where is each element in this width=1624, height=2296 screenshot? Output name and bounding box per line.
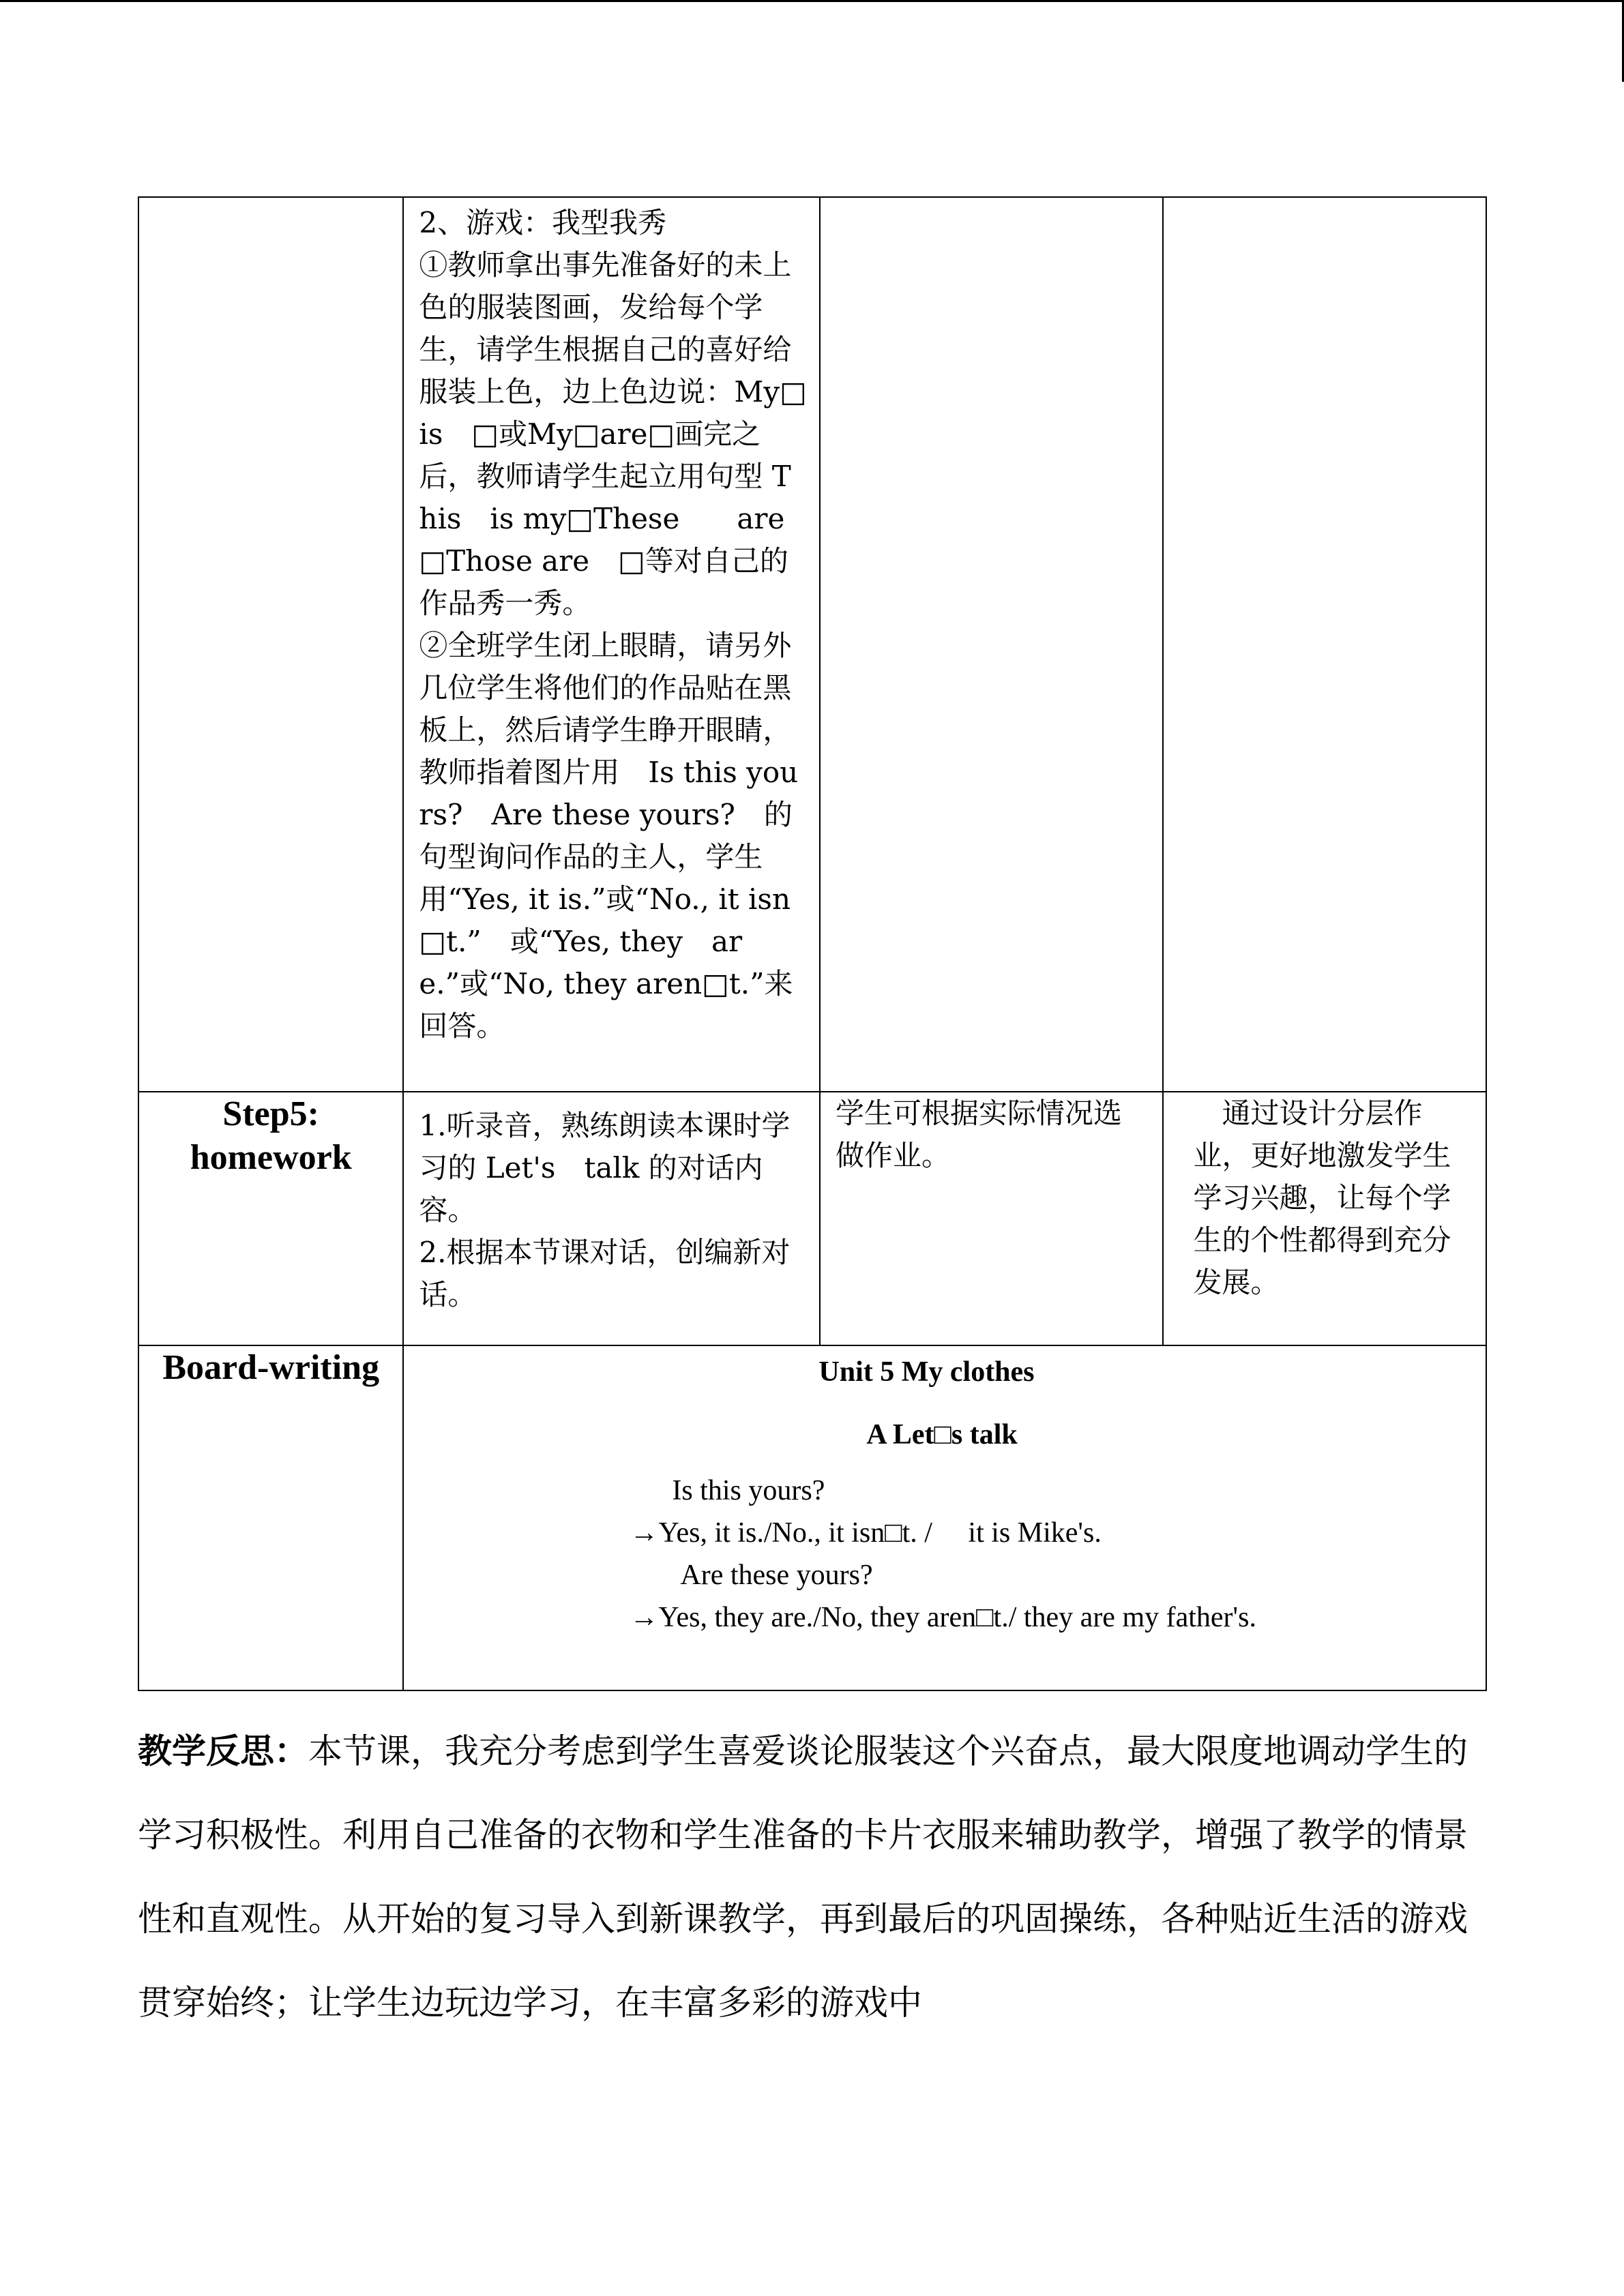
step-label-line1: Step5: <box>222 1094 319 1133</box>
teaching-reflection <box>138 1709 1488 2045</box>
step-label-line2: homework <box>190 1138 352 1177</box>
homework-student-cell <box>820 1092 1163 1345</box>
homework-teacher-text: 1.听录音，熟练朗读本课时学习的 Let's talk 的对话内容。 2.根据本节课对话，创编新对话。 <box>419 1109 791 1311</box>
board-subtitle: A Let□s talk <box>866 1419 1018 1450</box>
board-line-3: Are these yours? <box>680 1560 873 1591</box>
reflection-label: 教学反思： <box>138 1731 308 1771</box>
board-content <box>404 1346 1486 1690</box>
step-label <box>139 1092 402 1180</box>
board-content-cell <box>403 1345 1486 1690</box>
lesson-plan-table <box>138 196 1487 1691</box>
table-row-homework <box>138 1092 1486 1345</box>
reflection-text: 本节课，我充分考虑到学生喜爱谈论服装这个兴奋点，最大限度地调动学生的学习积极性。利用自己准备的衣物和学生准备的卡片衣服来辅助教学，增强了教学的情景性和直观性。从开始的复习导入到新课教学，再到最后的巩固操练，各种贴近生活的游戏贯穿始终；让学生边玩边学习，在丰富多彩的游戏中 <box>138 1731 1468 2023</box>
step-label-cell <box>138 1092 403 1345</box>
homework-purpose-cell <box>1163 1092 1487 1345</box>
student-cell-empty <box>820 197 1163 1092</box>
board-title: Unit 5 My clothes <box>818 1356 1035 1388</box>
table-row-board-writing <box>138 1345 1486 1690</box>
purpose-cell-empty <box>1163 197 1487 1092</box>
step-cell-empty <box>138 197 403 1092</box>
board-line-2: →Yes, it is./No., it isn□t. / it is Mike's. <box>630 1517 1102 1549</box>
table-row-game <box>138 197 1486 1092</box>
board-writing-label: Board-writing <box>162 1348 380 1387</box>
homework-student-text: 学生可根据实际情况选做作业。 <box>836 1097 1123 1172</box>
page-top-border <box>0 0 1624 2</box>
activity-cell <box>403 197 820 1092</box>
board-line-1: Is this yours? <box>672 1475 825 1506</box>
activity-text: 2、游戏：我型我秀 ①教师拿出事先准备好的未上色的服装图画，发给每个学生，请学生根据自己的喜好给服装上色，边上色边说：My□is □或My□are□画完之后，教师请学生起立用句型 This is my□These are□Those are □等对自己的作品秀一秀。 ②全班学生闭上眼睛，请另外几位学生将他们的作品贴在黑板上，然后请学生睁开眼睛，教师指着图片用 Is this yours? Are these yours? 的句型询问作品的主人，学生用“Yes, it is.”或“No., it isn□t.” 或“Yes, they are.”或“No, they aren□t.”来回答。 <box>419 206 807 1043</box>
homework-purpose-text: 通过设计分层作业，更好地激发学生学习兴趣，让每个学生的个性都得到充分发展。 <box>1193 1097 1451 1299</box>
board-line-4: →Yes, they are./No, they aren□t./ they are my father's. <box>630 1602 1256 1633</box>
homework-teacher-cell <box>403 1092 820 1345</box>
board-label-cell <box>138 1345 403 1690</box>
